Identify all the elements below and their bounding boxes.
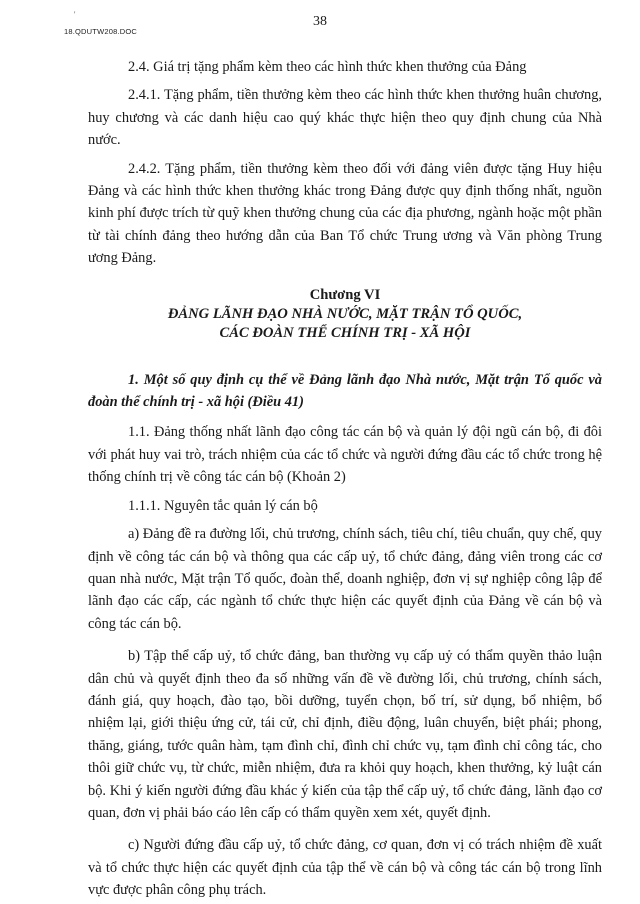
paragraph-b: b) Tập thể cấp uỷ, tổ chức đảng, ban thường vụ cấp uỷ có thẩm quyền thảo luận dân chủ và quyết định theo đa số những vấn đề về đường lối, chủ trương, chính sách, đánh giá, quy hoạch, đào tạo, bồi dưỡng, tuyển chọn, bố trí, sử dụng, bổ nhiệm, bổ nhiệm lại, giới thiệu ứng cử, tái cử, chỉ định, điều động, luân chuyển, biệt phái; phong, thăng, giáng, tước quân hàm, tạm đình chỉ, đình chỉ chức vụ, tạm đình chỉ công tác, cho thôi giữ chức vụ, từ chức, miễn nhiệm, đưa ra khỏi quy hoạch, khen thưởng, kỷ luật cán bộ. Khi ý kiến người đứng đầu khác ý kiến của tập thể cấp uỷ, tổ chức đảng, lãnh đạo cơ quan, đơn vị phải báo cáo lên cấp có thẩm quyền xem xét, quyết định. <box>88 648 602 821</box>
paragraph-2-4-1: 2.4.1. Tặng phẩm, tiền thưởng kèm theo các hình thức khen thưởng huân chương, huy chương và các danh hiệu cao quý khác thực hiện theo quy định chung của Nhà nước. <box>88 87 602 149</box>
section-1-heading: 1. Một số quy định cụ thể về Đảng lãnh đạo Nhà nước, Mặt trận Tổ quốc và đoàn thể chính trị - xã hội (Điều 41) <box>88 371 602 411</box>
chapter-number: Chương VI <box>309 286 381 303</box>
page-number: 38 <box>313 14 327 29</box>
paragraph-a: a) Đảng đề ra đường lối, chủ trương, chính sách, tiêu chí, tiêu chuẩn, quy chế, quy định về công tác cán bộ và thông qua các cấp uỷ, tổ chức đảng, đảng viên trong các cơ quan nhà nước, Mặt trận Tổ quốc, đoàn thể, doanh nghiệp, đơn vị sự nghiệp công lập để lãnh đạo các cấp, các ngành tổ chức thực hiện các quyết định của Đảng về cán bộ và công tác cán bộ. <box>88 526 602 632</box>
paragraph-c: c) Người đứng đầu cấp uỷ, tổ chức đảng, cơ quan, đơn vị có trách nhiệm đề xuất và tổ chức thực hiện các quyết định của tập thể về cán bộ và công tác cán bộ trong lĩnh vực được phân công phụ trách. <box>88 837 602 899</box>
margin-mark: ' <box>74 10 76 19</box>
chapter-title-line-1: ĐẢNG LÃNH ĐẠO NHÀ NƯỚC, MẶT TRẬN TỔ QUỐC, <box>167 305 523 322</box>
heading-2-4: 2.4. Giá trị tặng phẩm kèm theo các hình thức khen thưởng của Đảng <box>128 59 527 75</box>
document-body <box>88 56 602 902</box>
paragraph-1-1-1: 1.1.1. Nguyên tắc quản lý cán bộ <box>128 497 318 514</box>
paragraph-1-1: 1.1. Đảng thống nhất lãnh đạo công tác cán bộ và quản lý đội ngũ cán bộ, đi đôi với phát huy vai trò, trách nhiệm của các tổ chức và người đứng đầu các tổ chức trong hệ thống chính trị về công tác cán bộ (Khoản 2) <box>88 424 602 486</box>
file-name-label: 18.QDUTW208.DOC <box>64 27 138 36</box>
paragraph-2-4-2: 2.4.2. Tặng phẩm, tiền thưởng kèm theo đối với đảng viên được tặng Huy hiệu Đảng và các hình thức khen thưởng khác trong Đảng được quy định thống nhất, nguồn kinh phí được trích từ quỹ khen thưởng chung của các địa phương, ngành hoặc một phần từ tài chính đảng theo hướng dẫn của Ban Tổ chức Trung ương và Văn phòng Trung ương Đảng. <box>88 160 602 267</box>
chapter-title-line-2: CÁC ĐOÀN THỂ CHÍNH TRỊ - XÃ HỘI <box>219 324 471 341</box>
